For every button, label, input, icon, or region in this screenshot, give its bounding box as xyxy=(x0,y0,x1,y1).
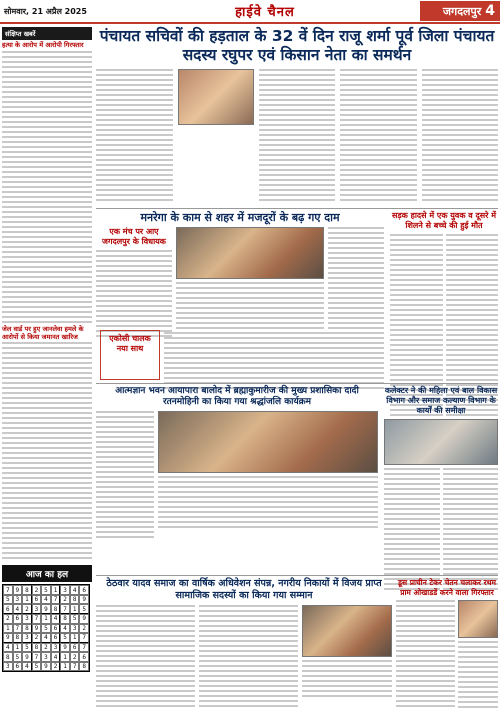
sudoku-cell: 9 xyxy=(41,604,51,614)
brief-2-title: जेल वार्ड पर हुए जानलेवा हमले के आरोपों से किया जमानत खारिज xyxy=(2,324,84,341)
sudoku-cell: 7 xyxy=(13,624,23,634)
sudoku-cell: 4 xyxy=(13,604,23,614)
yadav-photo xyxy=(302,605,392,657)
sudoku-cell: 6 xyxy=(51,624,61,634)
section-title: हाईवे चैनल xyxy=(235,5,295,20)
brief-2-text xyxy=(2,342,92,559)
sudoku-cell: 1 xyxy=(3,624,13,634)
sudoku-cell: 8 xyxy=(22,585,32,595)
sudoku-cell: 5 xyxy=(41,585,51,595)
sudoku-cell: 8 xyxy=(3,652,13,662)
sudoku-cell: 8 xyxy=(70,595,80,605)
sudoku-cell: 4 xyxy=(41,633,51,643)
sudoku-cell: 9 xyxy=(13,585,23,595)
sudoku-cell: 8 xyxy=(13,633,23,643)
sudoku-cell: 2 xyxy=(3,614,13,624)
city-page-tag xyxy=(420,1,500,21)
brief-1-text xyxy=(2,51,92,323)
sudoku-cell: 2 xyxy=(60,595,70,605)
sudoku-cell: 6 xyxy=(79,585,89,595)
sudoku-cell: 3 xyxy=(22,633,32,643)
sudoku-cell: 8 xyxy=(22,624,32,634)
sudoku-cell: 6 xyxy=(51,633,61,643)
lead-col-3 xyxy=(340,69,417,207)
sudoku-cell: 6 xyxy=(70,643,80,653)
sudoku-cell: 1 xyxy=(70,633,80,643)
manrega-headline: मनरेगा के काम से शहर में मजदूरों के बढ़ गए दाम xyxy=(140,211,340,224)
collector-headline: कलेक्टर ने की महिला एवं बाल विकास विभाग और समाज कल्याण विभाग के कार्यों की समीक्षा xyxy=(384,386,498,415)
sudoku-cell: 6 xyxy=(13,662,23,672)
collector-story xyxy=(384,386,498,593)
sudoku-cell: 6 xyxy=(13,614,23,624)
lead-story-body xyxy=(96,69,498,207)
arrest-story xyxy=(396,578,498,708)
side-box xyxy=(100,330,160,380)
sudoku-cell: 9 xyxy=(79,614,89,624)
sudoku-cell: 5 xyxy=(41,624,51,634)
sudoku-cell: 3 xyxy=(22,614,32,624)
sudoku-cell: 5 xyxy=(3,595,13,605)
sudoku-cell: 7 xyxy=(51,595,61,605)
manrega-pull-quote: एक मंच पर आए जगदलपुर के विधायक xyxy=(102,227,166,246)
sudoku-cell: 3 xyxy=(13,595,23,605)
sudoku-cell: 3 xyxy=(32,604,42,614)
brahmakumari-story xyxy=(96,386,378,541)
sudoku-grid xyxy=(2,584,90,672)
yadav-headline: ठेठवार यादव समाज का वार्षिक अधिवेशन संपन्न, नगरीय निकायों में विजय प्राप्त सामाजिक सदस्यों का किया गया सम्मान xyxy=(106,578,382,601)
sudoku-cell: 4 xyxy=(3,643,13,653)
yadav-story xyxy=(96,578,392,708)
sudoku-cell: 2 xyxy=(41,643,51,653)
issue-date: सोमवार, 21 अप्रैल 2025 xyxy=(4,6,87,16)
briefs-section-label: संक्षिप्त खबरें xyxy=(2,27,92,40)
sudoku-cell: 4 xyxy=(51,652,61,662)
masthead xyxy=(0,0,500,24)
sudoku-cell: 2 xyxy=(79,624,89,634)
left-column xyxy=(2,27,92,705)
sudoku-cell: 4 xyxy=(60,624,70,634)
sudoku-cell: 9 xyxy=(41,662,51,672)
sudoku-cell: 4 xyxy=(70,585,80,595)
sudoku-cell: 2 xyxy=(22,604,32,614)
sudoku-cell: 9 xyxy=(60,643,70,653)
sudoku-cell: 2 xyxy=(70,652,80,662)
sudoku-cell: 7 xyxy=(32,652,42,662)
brief-1-title: हत्या के आरोप में आरोपी गिरफ्तार xyxy=(2,41,84,49)
brahmakumari-headline: आत्मज्ञान भवन आयापारा बालोद में ब्रह्माकुमारीज की मुख्य प्रशासिका दादी रतनमोहिनी का किया गया श्रद्धांजलि कार्यक्रम xyxy=(115,386,359,407)
sudoku-cell: 2 xyxy=(32,585,42,595)
sudoku-cell: 3 xyxy=(60,585,70,595)
sudoku-cell: 5 xyxy=(79,604,89,614)
sudoku-cell: 3 xyxy=(70,624,80,634)
sudoku-cell: 8 xyxy=(32,643,42,653)
manrega-photo xyxy=(176,227,324,279)
sudoku-cell: 7 xyxy=(79,643,89,653)
sudoku-cell: 7 xyxy=(3,585,13,595)
sudoku-cell: 1 xyxy=(60,652,70,662)
sudoku-cell: 9 xyxy=(3,633,13,643)
sudoku-cell: 5 xyxy=(70,614,80,624)
lead-headline: पंचायत सचिवों की हड़ताल के 32 वें दिन राजू शर्मा पूर्व जिला पंचायत सदस्य रघुपर एवं किसान नेता का समर्थन xyxy=(99,27,495,64)
sudoku-cell: 9 xyxy=(79,595,89,605)
sudoku-cell: 6 xyxy=(3,604,13,614)
side-box-text: एकोसी चालक नया साथ xyxy=(109,334,151,353)
collector-photo xyxy=(384,419,498,465)
lead-photo xyxy=(178,69,254,125)
sudoku-cell: 5 xyxy=(32,662,42,672)
lead-col-2 xyxy=(259,69,336,207)
sudoku-cell: 2 xyxy=(32,633,42,643)
page-number: 4 xyxy=(485,3,495,19)
arrest-photo xyxy=(458,600,498,638)
sudoku-cell: 7 xyxy=(70,662,80,672)
puzzle-label: आज का हल xyxy=(2,565,92,582)
arrest-headline: डूस प्राचीन टेकर चेतन चलाकर रथम प्राम ओखाडडें करने वाला गिरफ्तार xyxy=(398,578,496,597)
lead-col-4 xyxy=(422,69,499,207)
brahmakumari-photo xyxy=(158,411,378,473)
sudoku-cell: 1 xyxy=(60,662,70,672)
sudoku-cell: 5 xyxy=(22,643,32,653)
sudoku-cell: 1 xyxy=(51,585,61,595)
sudoku-cell: 1 xyxy=(22,595,32,605)
city-name: जगदलपुर xyxy=(442,4,482,18)
sudoku-cell: 1 xyxy=(41,614,51,624)
sudoku-cell: 1 xyxy=(70,604,80,614)
sudoku-cell: 3 xyxy=(3,662,13,672)
accident-headline: सड़क हादसे में एक युवक व दूसरे में शिलने से बच्चे की हुई मौत xyxy=(391,211,497,230)
sudoku-cell: 9 xyxy=(22,652,32,662)
sudoku-cell: 8 xyxy=(79,662,89,672)
sudoku-cell: 5 xyxy=(13,652,23,662)
sudoku-cell: 8 xyxy=(51,604,61,614)
sudoku-cell: 3 xyxy=(41,652,51,662)
sudoku-cell: 3 xyxy=(51,643,61,653)
sudoku-cell: 7 xyxy=(32,614,42,624)
sudoku-cell: 4 xyxy=(22,662,32,672)
sudoku-cell: 4 xyxy=(51,614,61,624)
sudoku-cell: 1 xyxy=(13,643,23,653)
lead-col-1 xyxy=(96,69,173,207)
sudoku-cell: 5 xyxy=(60,633,70,643)
sudoku-cell: 7 xyxy=(79,633,89,643)
sudoku-cell: 7 xyxy=(60,604,70,614)
sudoku-cell: 2 xyxy=(51,662,61,672)
sudoku-cell: 4 xyxy=(41,595,51,605)
sudoku-cell: 6 xyxy=(79,652,89,662)
sudoku-cell: 9 xyxy=(32,624,42,634)
lead-story xyxy=(96,27,498,65)
sudoku-cell: 8 xyxy=(60,614,70,624)
sudoku-cell: 6 xyxy=(32,595,42,605)
